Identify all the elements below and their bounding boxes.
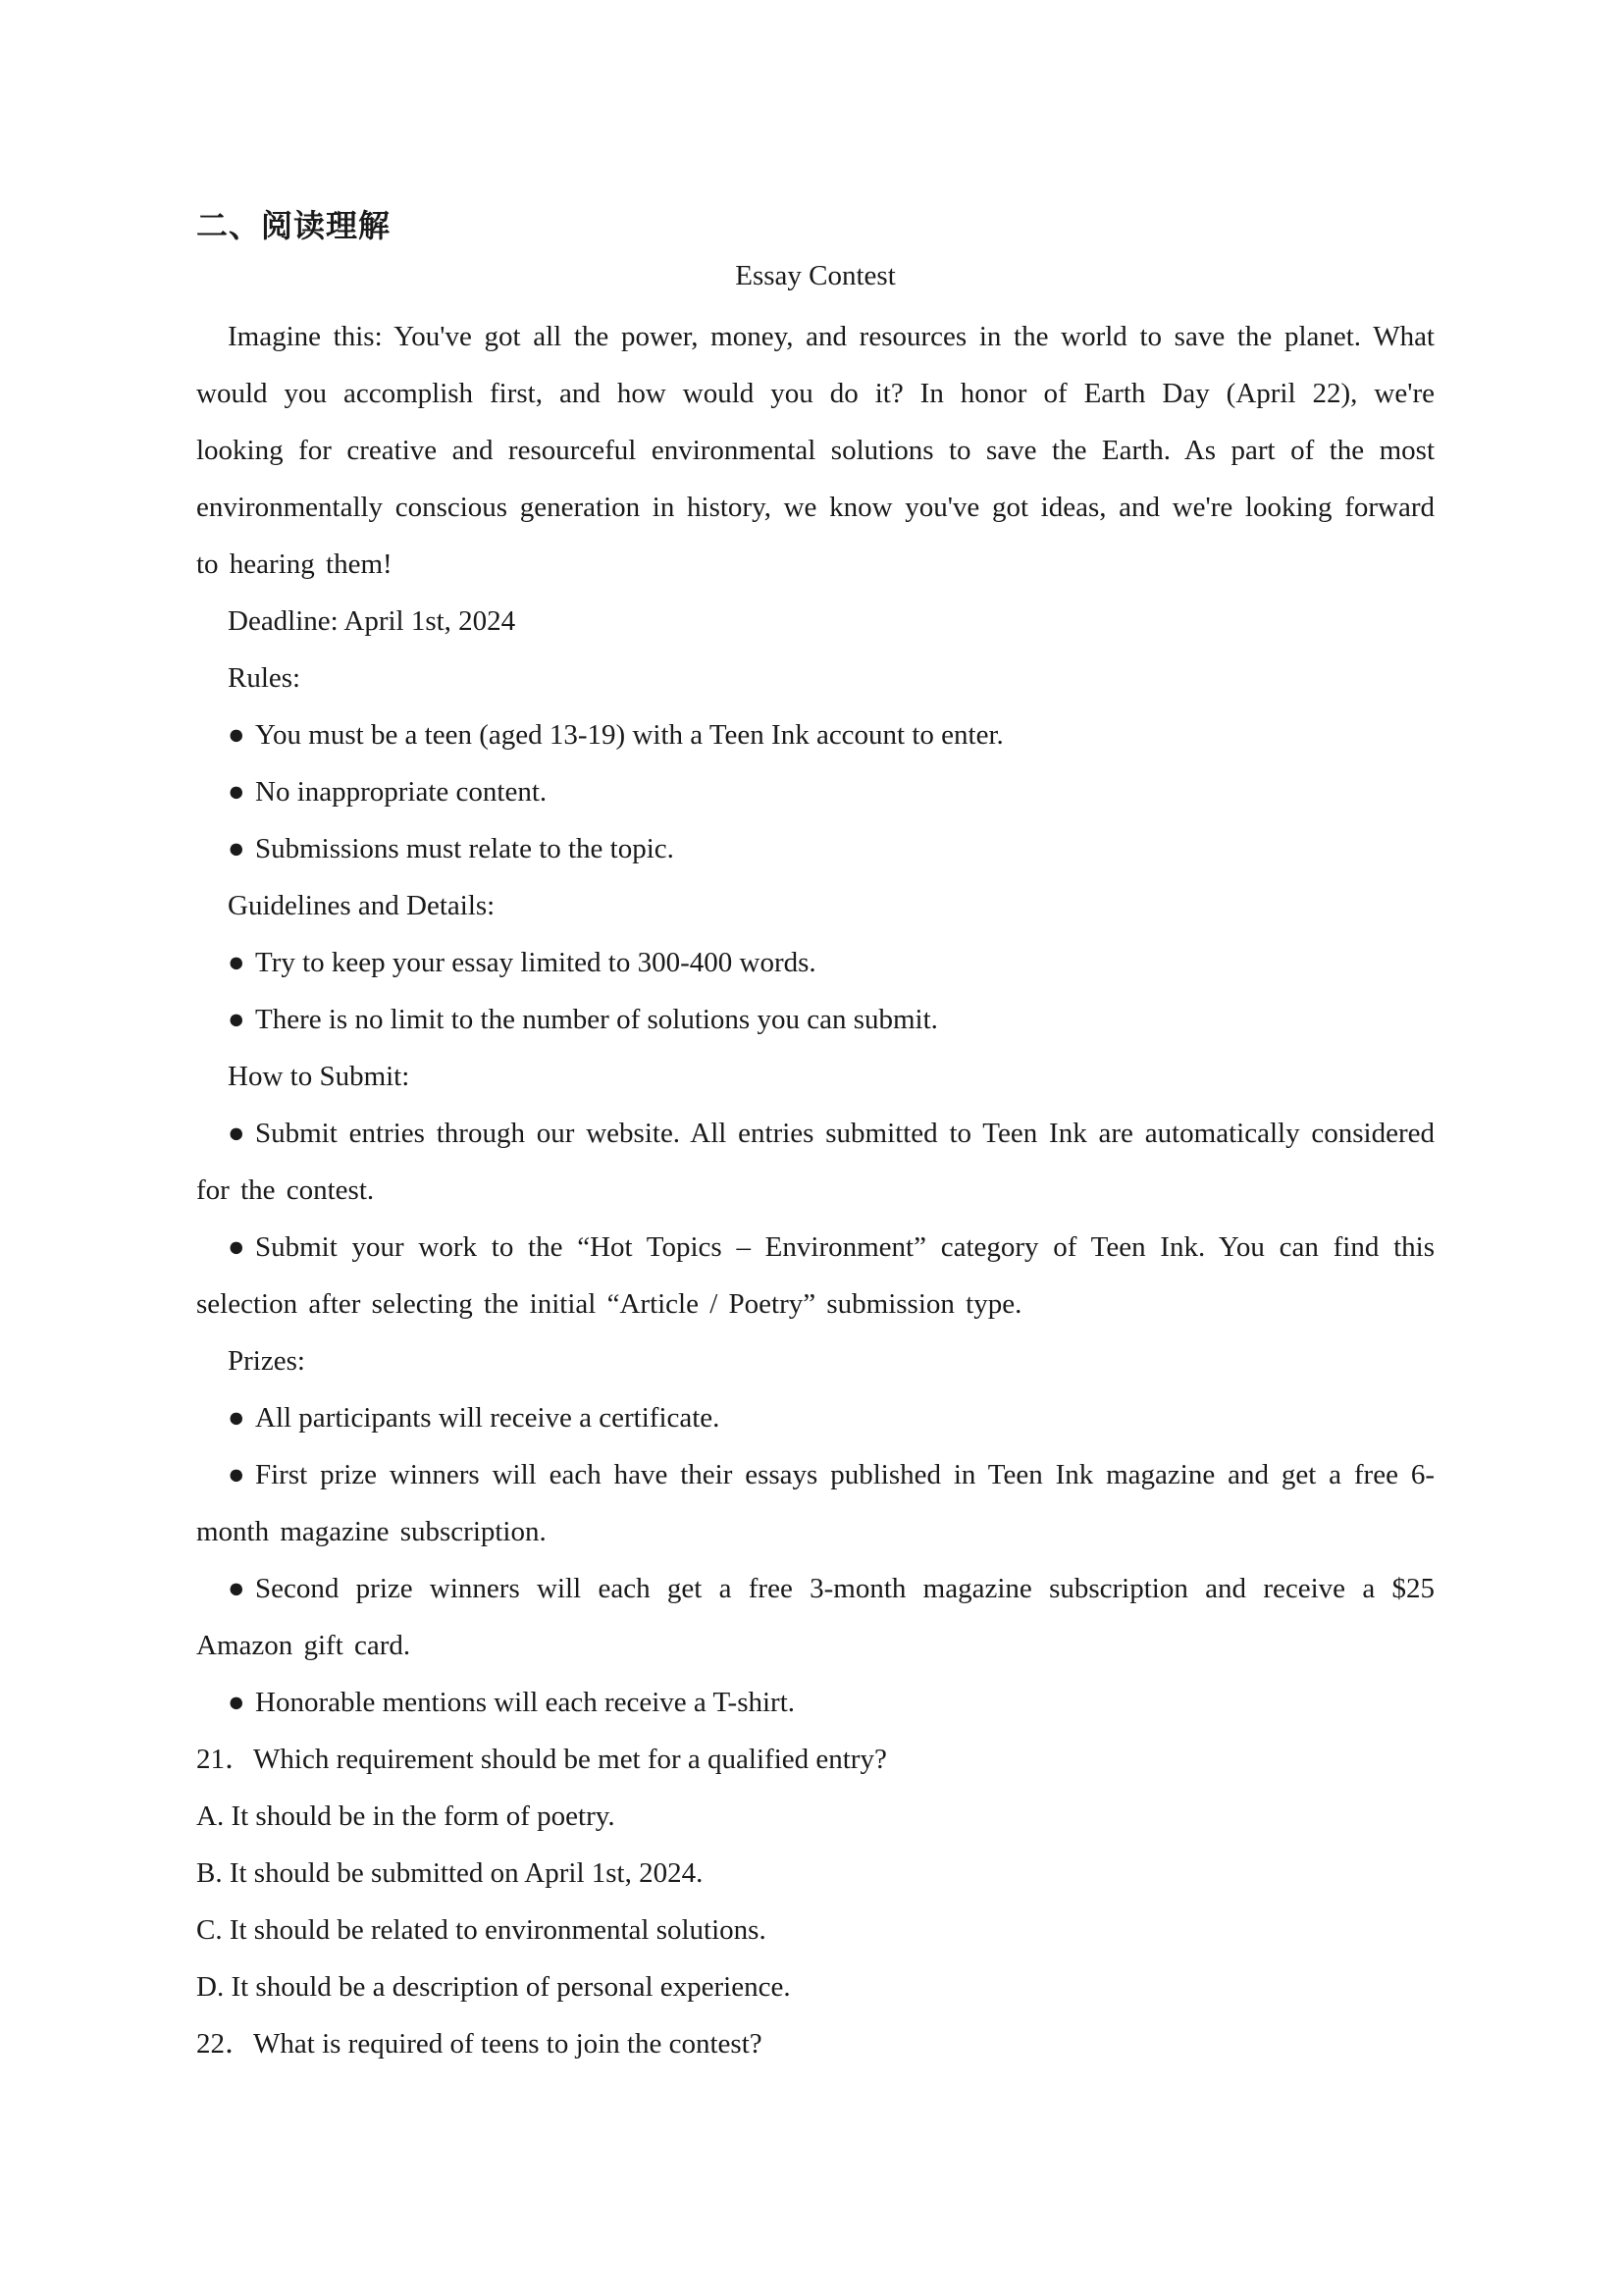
bullet-icon: ● (228, 833, 245, 864)
list-item (196, 991, 1435, 1048)
rule-text: Submissions must relate to the topic. (255, 833, 674, 864)
deadline: Deadline: April 1st, 2024 (228, 605, 516, 637)
guideline-text: There is no limit to the number of solutions you can submit. (255, 1004, 938, 1035)
question-21 (196, 1731, 1435, 1788)
bullet-icon: ● (228, 1459, 245, 1490)
question-number: 22． (196, 2028, 254, 2060)
intro-paragraph: Imagine this: You've got all the power, money, and resources in the world to save the planet. What would you accomplish first, and how would you do it? In honor of Earth Day (April 22), we're looking for creative and resourceful environmental solutions to save the Earth. As part of the most environmentally conscious generation in history, we know you've got ideas, and we're looking forward to hearing them! (196, 321, 1435, 580)
rule-text: No inappropriate content. (255, 776, 548, 808)
answer-option-a: A. It should be in the form of poetry. (196, 1800, 615, 1832)
submit-text: Submit entries through our website. All entries submitted to Teen Ink are automatically considered for the contest. (196, 1118, 1435, 1206)
list-item (196, 1674, 1435, 1731)
question-text: What is required of teens to join the contest? (253, 2028, 762, 2060)
list-item (196, 934, 1435, 991)
prize-text: First prize winners will each have their essays published in Teen Ink magazine and get a free 6-month magazine subscription. (196, 1459, 1435, 1547)
guidelines-heading: Guidelines and Details: (228, 890, 496, 921)
prizes-heading: Prizes: (228, 1345, 305, 1377)
question-number: 21． (196, 1744, 254, 1775)
bullet-icon: ● (228, 776, 245, 808)
bullet-icon: ● (228, 1573, 245, 1604)
bullet-icon: ● (228, 1687, 245, 1718)
list-item (196, 1389, 1435, 1446)
guideline-text: Try to keep your essay limited to 300-400 words. (255, 947, 816, 978)
list-item (196, 1219, 1435, 1332)
rules-heading: Rules: (228, 662, 301, 694)
bullet-icon: ● (228, 1402, 245, 1434)
list-item (196, 1560, 1435, 1674)
question-22 (196, 2015, 1435, 2072)
list-item (196, 1446, 1435, 1560)
list-item (196, 820, 1435, 877)
essay-title: Essay Contest (735, 260, 896, 291)
bullet-icon: ● (228, 947, 245, 978)
answer-option-b: B. It should be submitted on April 1st, 2024. (196, 1857, 704, 1889)
list-item (196, 706, 1435, 763)
answer-option-d: D. It should be a description of personal experience. (196, 1971, 791, 2003)
prize-text: All participants will receive a certificate. (255, 1402, 720, 1434)
how-to-submit-heading: How to Submit: (228, 1061, 410, 1092)
answer-option-c: C. It should be related to environmental solutions. (196, 1914, 766, 1946)
document-page (196, 204, 1435, 2072)
prize-text: Honorable mentions will each receive a T-shirt. (255, 1687, 796, 1718)
list-item (196, 763, 1435, 820)
list-item (196, 1105, 1435, 1219)
rule-text: You must be a teen (aged 13-19) with a Teen Ink account to enter. (255, 719, 1004, 751)
section-heading: 二、阅读理解 (196, 207, 392, 244)
bullet-icon: ● (228, 1231, 245, 1263)
bullet-icon: ● (228, 719, 245, 751)
submit-text: Submit your work to the “Hot Topics – Environment” category of Teen Ink. You can find this selection after selecting the initial “Article / Poetry” submission type. (196, 1231, 1435, 1320)
question-text: Which requirement should be met for a qualified entry? (253, 1744, 887, 1775)
prize-text: Second prize winners will each get a free 3-month magazine subscription and receive a $25 Amazon gift card. (196, 1573, 1435, 1661)
bullet-icon: ● (228, 1118, 245, 1149)
bullet-icon: ● (228, 1004, 245, 1035)
